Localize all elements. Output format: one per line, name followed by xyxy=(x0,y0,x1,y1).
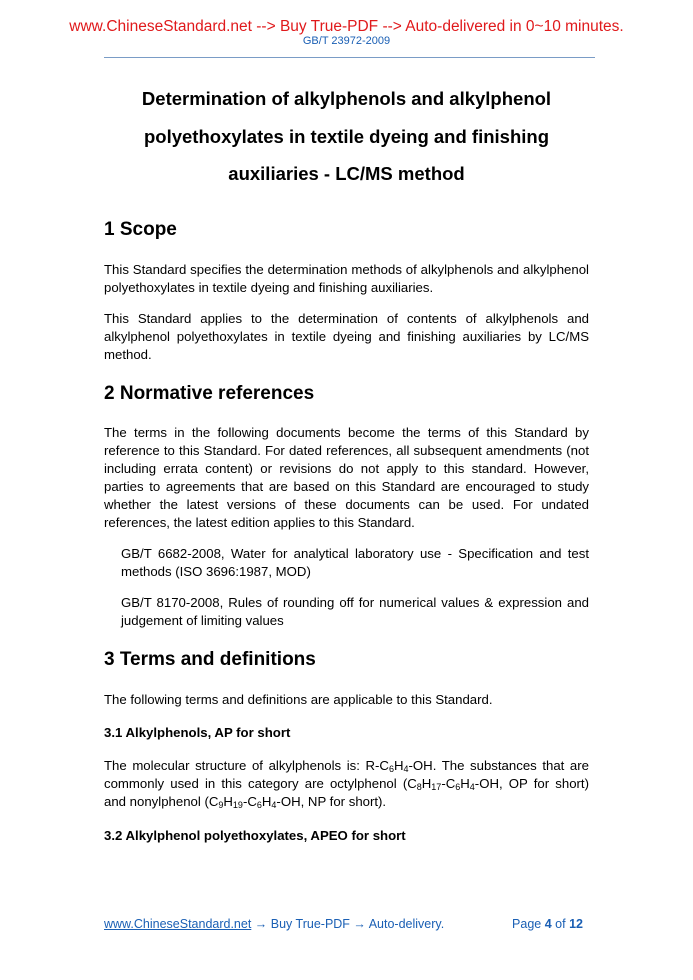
footer-site-link[interactable]: www.ChineseStandard.net xyxy=(104,917,252,931)
scope-paragraph-1: This Standard specifies the determination methods of alkylphenols and alkylphenol polyethoxylates in textile dyeing and finishing auxiliaries. xyxy=(104,262,589,295)
reference-item-gbt-8170: GB/T 8170-2008, Rules of rounding off for numerical values & expression and judgement of limiting values xyxy=(121,595,589,628)
title-line-1: Determination of alkylphenols and alkylphenol xyxy=(141,88,552,109)
alkylphenols-definition: The molecular structure of alkylphenols is: $R-C_6H_4-OH$. The substances that are commonly used in this category are octylphenol ($C_8H_{17}-C_6H_4-OH$, OP for short) and nonylphenol ($C_9H_{19}-C_6H_4-OH$, NP for short). xyxy=(104,758,589,810)
subsection-heading-apeo: 3.2 Alkylphenol polyethoxylates, APEO for short xyxy=(104,828,406,843)
document-title xyxy=(104,80,589,193)
page-footer xyxy=(104,915,589,933)
document-number: GB/T 23972-2009 xyxy=(302,35,391,47)
scope-paragraph-2: This Standard applies to the determination of contents of alkylphenols and alkylphenol polyethoxylates in textile dyeing and finishing auxiliaries by LC/MS method. xyxy=(104,311,589,362)
title-line-2: polyethoxylates in textile dyeing and finishing xyxy=(143,125,549,147)
document-body xyxy=(104,216,589,845)
page-of: of xyxy=(555,917,566,931)
normative-paragraph: The terms in the following documents become the terms of this Standard by reference to this Standard. For dated references, all subsequent amendments (not including errata content) or revisions do not apply to this standard. However, parties to agreements that are based on this Standard are encouraged to study whether the latest versions of these documents can be used. For undated references, the latest edition applies to this Standard. xyxy=(104,425,589,530)
terms-intro-paragraph: The following terms and definitions are applicable to this Standard. xyxy=(104,692,493,707)
page-label: Page xyxy=(512,917,542,931)
section-heading-scope: 1 Scope xyxy=(104,219,177,240)
title-line-3: auxiliaries - LC/MS method xyxy=(228,163,465,184)
top-banner-link[interactable]: www.ChineseStandard.net --> Buy True-PDF --> Auto-delivered in 0~10 minutes. xyxy=(69,18,624,35)
footer-link-text: → Buy True-PDF → Auto-delivery. xyxy=(251,917,445,931)
page-current: 4 xyxy=(544,917,552,931)
page-total: 12 xyxy=(569,917,583,931)
section-heading-normative-references: 2 Normative references xyxy=(104,383,315,404)
subsection-heading-alkylphenols: 3.1 Alkylphenols, AP for short xyxy=(104,725,291,740)
section-heading-terms: 3 Terms and definitions xyxy=(104,649,316,670)
reference-item-gbt-6682: GB/T 6682-2008, Water for analytical laboratory use - Specification and test methods (ISO 3696:1987, MOD) xyxy=(121,546,589,579)
header-divider xyxy=(104,57,595,58)
page-indicator xyxy=(512,915,583,933)
footer-link[interactable] xyxy=(104,915,444,933)
